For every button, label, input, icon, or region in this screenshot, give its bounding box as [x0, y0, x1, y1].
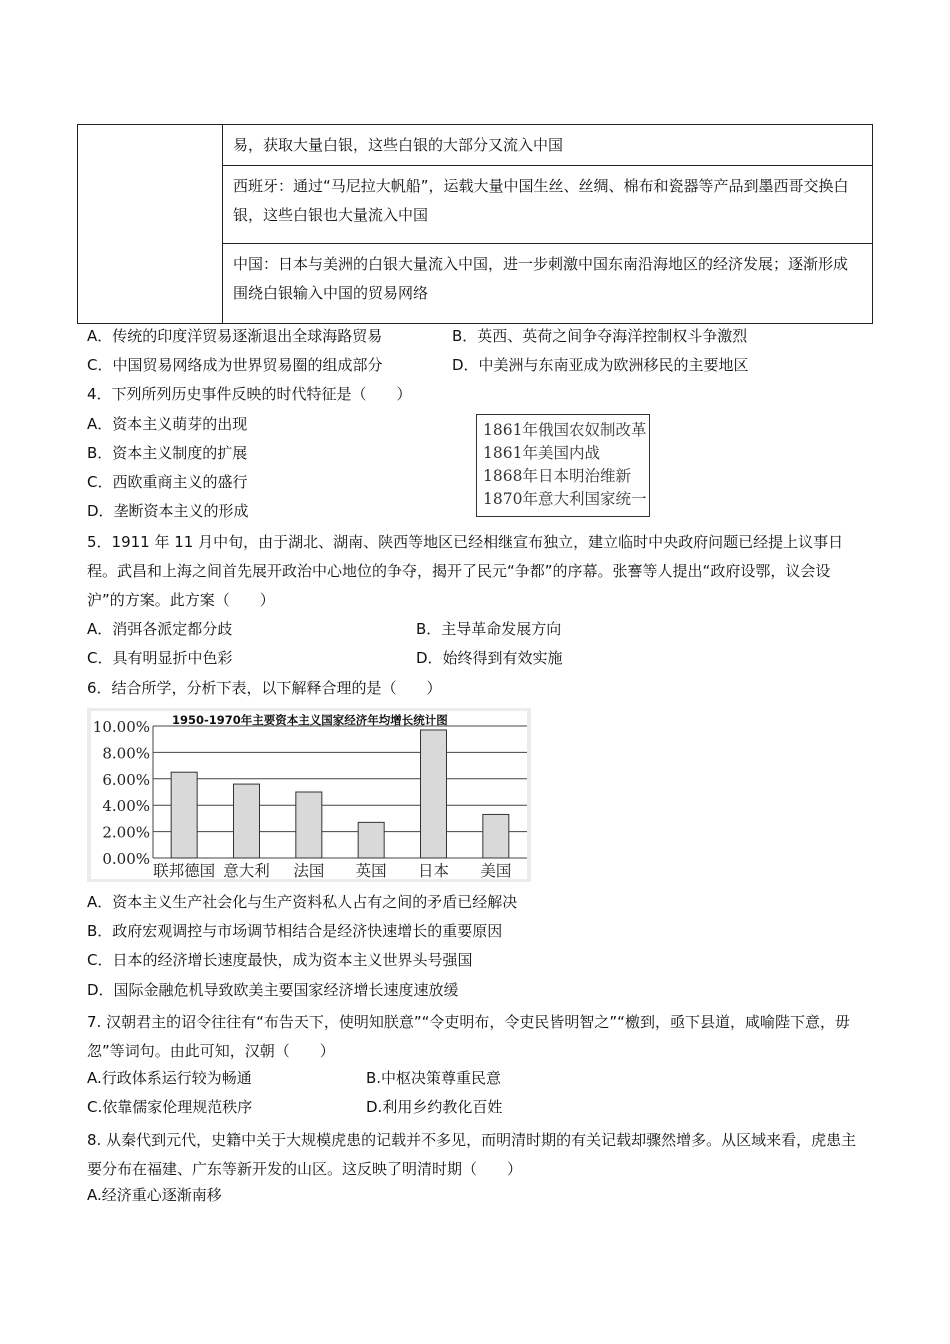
- bar-4: [421, 730, 447, 858]
- q3-option-b: B．英西、英荷之间争夺海洋控制权斗争激烈: [452, 327, 748, 345]
- table-label-cell: [78, 125, 223, 323]
- q5-option-b: B．主导革命发展方向: [416, 620, 562, 638]
- q6-stem: 6．结合所学，分析下表，以下解释合理的是（ ）: [87, 679, 442, 697]
- q4-option-d: D．垄断资本主义的形成: [87, 502, 249, 520]
- q6-option-c: C．日本的经济增长速度最快，成为资本主义世界头号强国: [87, 951, 473, 969]
- y-tick-label: 10.00%: [92, 718, 150, 736]
- events-box: [476, 414, 650, 517]
- growth-bar-chart: [87, 708, 531, 882]
- q7-option-a: A.行政体系运行较为畅通: [87, 1069, 252, 1087]
- q3-option-a: A．传统的印度洋贸易逐渐退出全球海路贸易: [87, 327, 383, 345]
- bar-5: [483, 814, 509, 858]
- event-item: 1861年美国内战: [483, 444, 600, 462]
- event-item: 1861年俄国农奴制改革: [483, 421, 647, 439]
- bar-3: [358, 822, 384, 858]
- table-row: 中国：日本与美洲的白银大量流入中国，进一步刺激中国东南沿海地区的经济发展；逐渐形成围绕白银输入中国的贸易网络: [233, 255, 849, 302]
- y-tick-label: 4.00%: [102, 797, 150, 816]
- q3-option-d: D．中美洲与东南亚成为欧洲移民的主要地区: [452, 356, 749, 374]
- y-tick-label: 8.00%: [102, 744, 150, 763]
- y-tick-label: 6.00%: [102, 770, 150, 789]
- x-category-label: 法国: [293, 862, 325, 880]
- q5-stem: 5．1911 年 11 月中旬，由于湖北、湖南、陕西等地区已经相继宣布独立，建立临时中央政府问题已经提上议事日程。武昌和上海之间首先展开政治中心地位的争夺，揭开了民元“争都”的序幕。张謇等人提出“政府设鄂，议会设沪”的方案。此方案（ ）: [87, 533, 844, 609]
- q7-stem: 7. 汉朝君主的诏令往往有“布告天下，使明知朕意”“令吏明布，令吏民皆明智之”“檄到，亟下县道，咸喻陛下意，毋忽”等词句。由此可知，汉朝（ ）: [87, 1013, 850, 1060]
- y-tick-label: 0.00%: [102, 850, 150, 868]
- q6-option-d: D．国际金融危机导致欧美主要国家经济增长速度速放缓: [87, 981, 459, 999]
- y-tick-label: 2.00%: [102, 823, 150, 842]
- trade-table: [77, 124, 873, 324]
- q8-option-a: A.经济重心逐渐南移: [87, 1186, 222, 1204]
- table-row: 易，获取大量白银，这些白银的大部分又流入中国: [223, 125, 872, 166]
- table-row: 西班牙：通过“马尼拉大帆船”，运载大量中国生丝、丝绸、棉布和瓷器等产品到墨西哥交换白银，这些白银也大量流入中国: [223, 166, 872, 244]
- event-item: 1868年日本明治维新: [483, 467, 631, 485]
- q6-option-b: B．政府宏观调控与市场调节相结合是经济快速增长的重要原因: [87, 922, 503, 940]
- bar-2: [296, 792, 322, 858]
- q7-option-d: D.利用乡约教化百姓: [366, 1098, 503, 1116]
- q6-option-a: A．资本主义生产社会化与生产资料私人占有之间的矛盾已经解决: [87, 893, 518, 911]
- q8-stem: 8. 从秦代到元代，史籍中关于大规模虎患的记载并不多见，而明清时期的有关记载却骤然增多。从区域来看，虎患主要分布在福建、广东等新开发的山区。这反映了明清时期（ ）: [87, 1131, 857, 1178]
- q7-option-b: B.中枢决策尊重民意: [366, 1069, 502, 1087]
- x-category-label: 日本: [417, 862, 450, 880]
- q3-option-c: C．中国贸易网络成为世界贸易圈的组成部分: [87, 356, 383, 374]
- q5-option-c: C．具有明显折中色彩: [87, 649, 233, 667]
- bar-1: [234, 784, 260, 858]
- q4-stem: 4．下列所列历史事件反映的时代特征是（ ）: [87, 385, 412, 403]
- q4-option-a: A．资本主义萌芽的出现: [87, 415, 248, 433]
- x-category-label: 美国: [480, 862, 512, 880]
- q5-option-a: A．消弭各派定都分歧: [87, 620, 233, 638]
- x-category-label: 意大利: [223, 862, 270, 880]
- q4-option-b: B．资本主义制度的扩展: [87, 444, 248, 462]
- chart-title: 1950-1970年主要资本主义国家经济年均增长统计图: [172, 713, 448, 727]
- q5-option-d: D．始终得到有效实施: [416, 649, 563, 667]
- q4-option-c: C．西欧重商主义的盛行: [87, 473, 248, 491]
- x-category-label: 联邦德国: [153, 862, 216, 880]
- q7-option-c: C.依靠儒家伦理规范秩序: [87, 1098, 253, 1116]
- x-category-label: 英国: [355, 862, 387, 880]
- event-item: 1870年意大利国家统一: [483, 490, 647, 508]
- bar-0: [171, 772, 197, 858]
